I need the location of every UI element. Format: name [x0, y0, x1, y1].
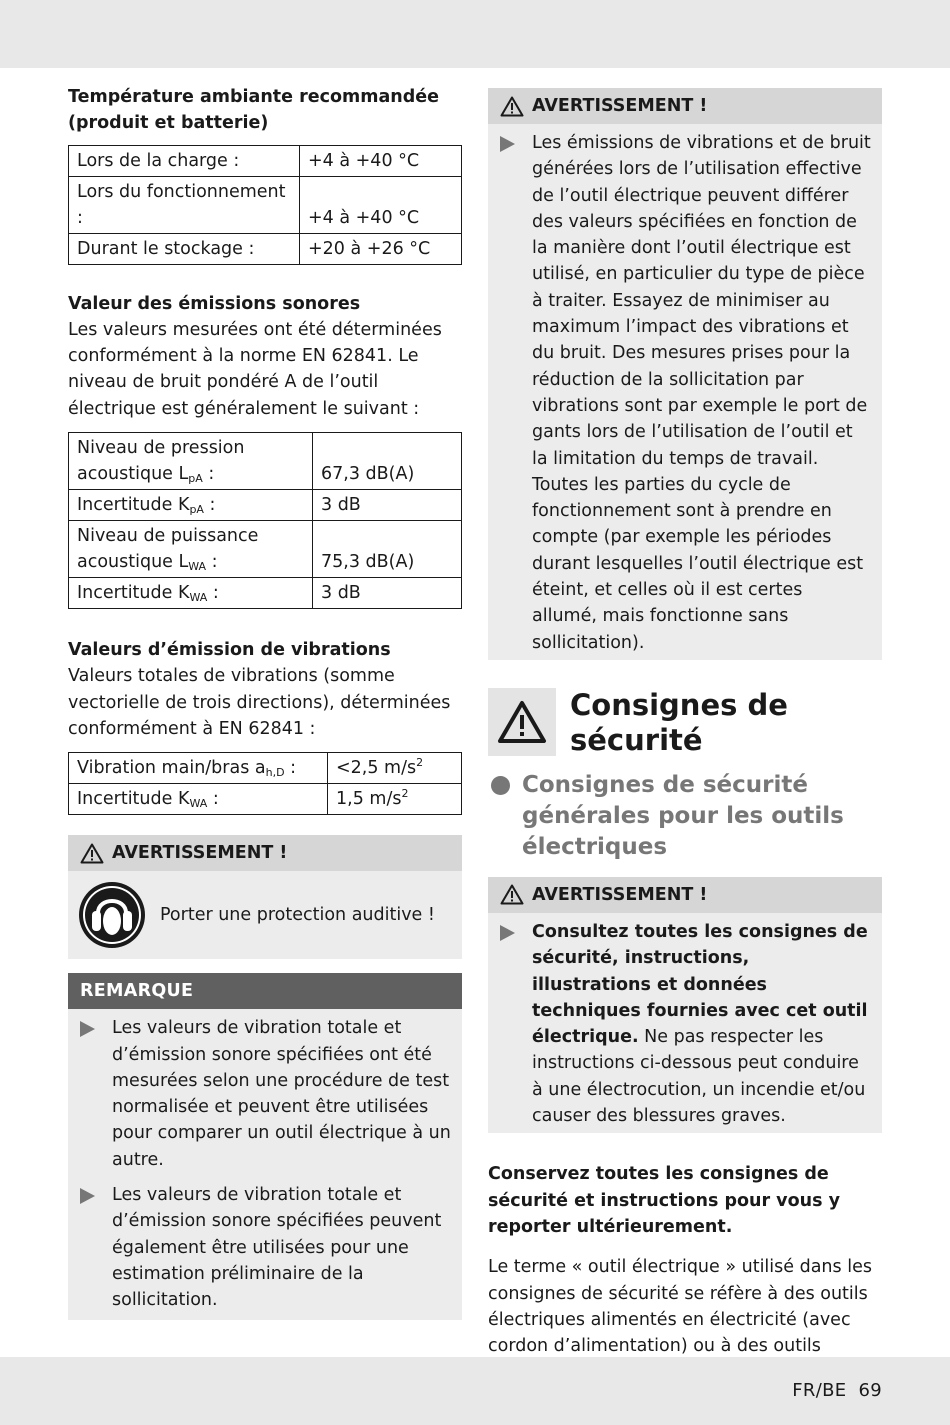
label-line: acoustique L	[77, 464, 189, 485]
bullet-triangle-icon	[80, 1188, 95, 1204]
label-text: Incertitude K	[77, 789, 190, 810]
subscript: h,D	[265, 766, 285, 780]
table-cell-value: 67,3 dB(A)	[313, 433, 462, 490]
table-cell-value	[328, 753, 462, 784]
right-column	[488, 88, 882, 1412]
table-cell-label: Incertitude $K_{WA}$ :	[69, 578, 313, 609]
table-row	[69, 145, 462, 176]
subscript: pA	[189, 503, 204, 517]
list-item-text: Ne pas respecter les instructions ci-dessous peut conduire à une électrocution, un incendie et/ou causer des blessures graves.	[532, 1027, 866, 1127]
top-band	[0, 0, 950, 68]
list-item-text: Les valeurs de vibration totale et d’émission sonore spécifiées ont été mesurées selon une procédure de test normalisée et peuvent être utilisées pour comparer un outil électrique à un autre.	[112, 1018, 451, 1170]
table-cell-label: Incertitude $K_{WA}$ :	[69, 784, 328, 815]
section-header	[488, 688, 882, 758]
table-cell-label: Lors de la charge :	[69, 145, 300, 176]
temperature-table	[68, 145, 462, 265]
table-cell-value: 3 dB	[313, 490, 462, 521]
warning-box-general	[488, 877, 882, 1133]
note-box	[68, 973, 462, 1319]
table-cell-value: 75,3 dB(A)	[313, 521, 462, 578]
bullet-circle-icon	[491, 776, 510, 795]
table-row	[69, 490, 462, 521]
table-cell-value: +20 à +26 °C	[300, 233, 462, 264]
keep-instructions-text: Conservez toutes les consignes de sécurité et instructions pour vous y reporter ultérieurement.	[488, 1164, 840, 1237]
warning-triangle-icon	[80, 843, 104, 864]
table-cell-value: +4 à +40 °C	[300, 176, 462, 233]
warning-triangle-icon	[500, 96, 524, 117]
ear-protection-icon	[78, 881, 146, 949]
list-item	[488, 130, 882, 656]
superscript: 2	[401, 787, 409, 801]
label-text: Incertitude K	[77, 583, 190, 604]
table-cell-label: Incertitude $K_{pA}$ :	[69, 490, 313, 521]
warning-title: AVERTISSEMENT !	[532, 95, 708, 116]
table-row	[69, 578, 462, 609]
label-line: acoustique L	[77, 552, 189, 573]
value-text: <2,5 m/s	[336, 758, 417, 779]
subscript: pA	[188, 472, 203, 486]
label-text: Incertitude K	[77, 495, 190, 516]
language-code: FR/BE	[792, 1380, 847, 1401]
subscript: WA	[188, 560, 207, 574]
table-cell-value	[328, 784, 462, 815]
page-number: 69	[858, 1380, 882, 1401]
warning-box-hearing	[68, 835, 462, 959]
vibration-text: Valeurs totales de vibrations (somme vectorielle de trois directions), déterminées conformément à EN 62841 :	[68, 666, 451, 739]
table-cell-label: Niveau de pression acoustique $L_{pA}$ :	[69, 433, 313, 490]
table-row	[69, 521, 462, 578]
warning-text: Porter une protection auditive !	[160, 905, 435, 926]
table-cell-label: Vibration main/bras $a_{h,D}$ :	[69, 753, 328, 784]
table-row	[69, 784, 462, 815]
table-cell-label: Lors du fonctionnement :	[69, 176, 300, 233]
table-row	[69, 753, 462, 784]
sound-table	[68, 432, 462, 609]
bullet-triangle-icon	[500, 925, 515, 941]
vibration-table	[68, 752, 462, 815]
superscript: 2	[416, 756, 424, 770]
left-column	[68, 84, 462, 1320]
sound-text: Les valeurs mesurées ont été déterminées conformément à la norme EN 62841. Le niveau de bruit pondéré A de l’outil électrique est généralement le suivant :	[68, 319, 442, 419]
value-text: 1,5 m/s	[336, 789, 402, 810]
term-definition-text: Le terme « outil électrique » utilisé dans les consignes de sécurité se réfère à des outils électriques alimentés en électricité (avec cordon d’alimentation) ou à des outils	[488, 1257, 872, 1357]
warning-header	[488, 88, 882, 124]
subscript: WA	[189, 591, 208, 605]
page-footer	[792, 1378, 882, 1404]
subscript: WA	[189, 797, 208, 811]
temperature-heading: Température ambiante recommandée (produit et batterie)	[68, 87, 440, 134]
section-icon-box	[488, 688, 556, 756]
warning-triangle-icon	[497, 700, 547, 744]
bullet-triangle-icon	[80, 1021, 95, 1037]
section-title: Consignes de sécurité	[570, 687, 788, 757]
warning-body	[68, 871, 462, 959]
label-line: Niveau de puissance	[77, 526, 259, 547]
warning-title: AVERTISSEMENT !	[532, 884, 708, 905]
vibration-heading: Valeurs d’émission de vibrations	[68, 640, 391, 661]
subsection-title: Consignes de sécurité générales pour les outils électriques	[522, 771, 844, 860]
subsection-header	[488, 770, 882, 863]
list-item-text: Les émissions de vibrations et de bruit générées lors de l’utilisation effective de l’outil électrique peuvent différer des valeurs spécifiées en fonction de la manière dont l’outil électrique est utilisé, en particulier du type de pièce à traiter. Essayez de minimiser au maximum l’impact des vibrations et du bruit. Des mesures prises pour la réduction de la sollicitation par vibrations sont par exemple le port de gants lors de l’utilisation de l’outil et la limitation du temps de travail. Toutes les parties du cycle de fonctionnement sont à prendre en compte (par exemple les périodes durant lesquelles l’outil électrique est éteint, et celles où il est certes allumé, mais fonctionne sans sollicitation).	[532, 133, 871, 653]
list-item-bold: Consultez toutes les consignes de sécurité, instructions, illustrations et données techniques fournies avec cet outil électrique.	[532, 921, 868, 1048]
list-item-text: Les valeurs de vibration totale et d’émission sonore spécifiées peuvent également être utilisées pour une estimation préliminaire de la sollicitation.	[112, 1185, 442, 1311]
list-item	[68, 1015, 462, 1173]
label-line: Niveau de pression	[77, 438, 245, 459]
list-item	[68, 1182, 462, 1313]
table-cell-value: +4 à +40 °C	[300, 145, 462, 176]
table-cell-label: Niveau de puissance acoustique $L_{WA}$ :	[69, 521, 313, 578]
warning-box-vibration	[488, 88, 882, 660]
bullet-triangle-icon	[500, 136, 515, 152]
warning-header	[488, 877, 882, 913]
warning-triangle-icon	[500, 884, 524, 905]
table-row	[69, 176, 462, 233]
warning-title: AVERTISSEMENT !	[112, 843, 288, 864]
note-header: REMARQUE	[68, 973, 462, 1009]
table-row	[69, 233, 462, 264]
table-cell-value: 3 dB	[313, 578, 462, 609]
table-row	[69, 433, 462, 490]
list-item	[488, 919, 882, 1129]
label-text: Vibration main/bras a	[77, 758, 266, 779]
warning-header	[68, 835, 462, 871]
sound-heading: Valeur des émissions sonores	[68, 293, 361, 314]
table-cell-label: Durant le stockage :	[69, 233, 300, 264]
